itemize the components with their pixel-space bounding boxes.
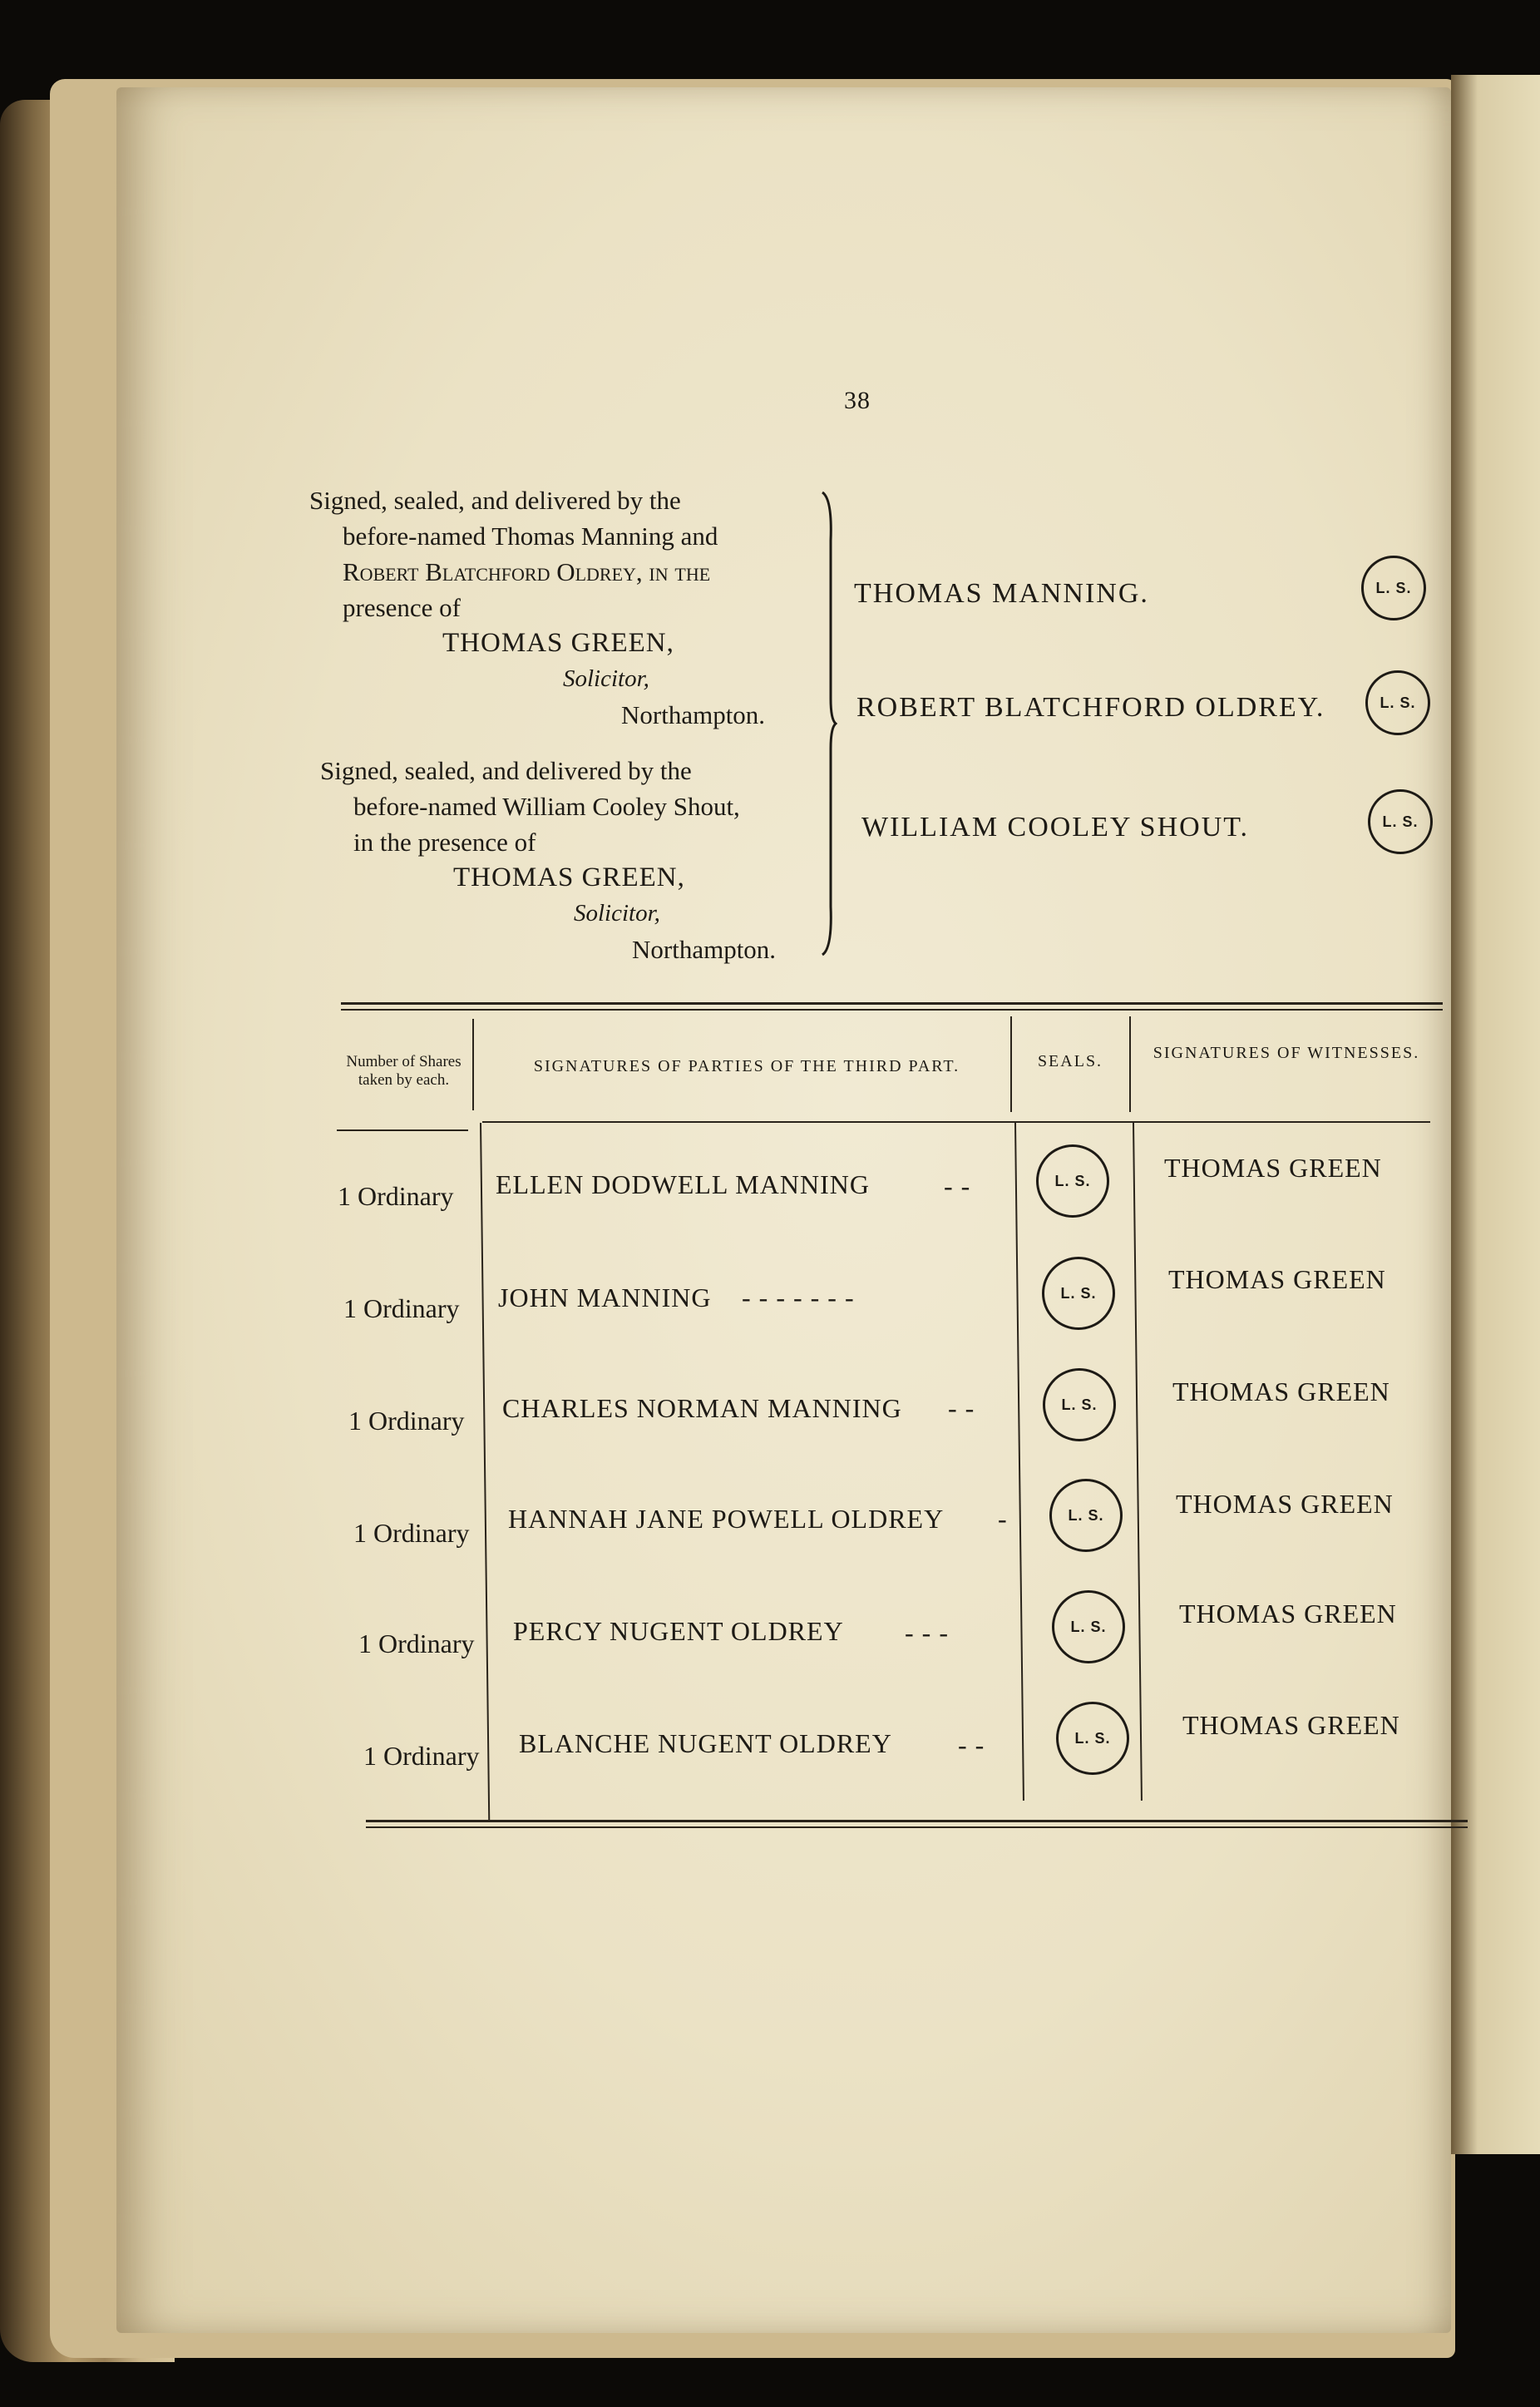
witness-cell: THOMAS GREEN bbox=[1176, 1489, 1394, 1519]
attestation-line: Robert Blatchford Oldrey, in the bbox=[343, 557, 711, 586]
leader-dashes: - - - bbox=[905, 1618, 949, 1648]
signature-cell: ELLEN DODWELL MANNING bbox=[496, 1169, 870, 1199]
leader-dashes: - bbox=[998, 1504, 1008, 1534]
seal: L. S. bbox=[1036, 1144, 1109, 1218]
witness-name: THOMAS GREEN, bbox=[453, 862, 685, 892]
table-bottom-rule bbox=[366, 1820, 1468, 1822]
header-seals: SEALS. bbox=[1037, 1052, 1103, 1070]
page-number: 38 bbox=[844, 387, 871, 414]
attestation-line: Signed, sealed, and delivered by the bbox=[309, 486, 681, 515]
seal: L. S. bbox=[1365, 670, 1430, 735]
party-signature: THOMAS MANNING. bbox=[854, 578, 1149, 609]
document-page bbox=[116, 87, 1451, 2333]
adjacent-page-edge bbox=[1451, 75, 1540, 2154]
attestation-line: Signed, sealed, and delivered by the bbox=[320, 756, 692, 785]
witness-role: Solicitor, bbox=[563, 665, 649, 692]
seal: L. S. bbox=[1368, 789, 1433, 854]
witness-cell: THOMAS GREEN bbox=[1179, 1599, 1397, 1629]
header-signatures: SIGNATURES OF PARTIES OF THE THIRD PART. bbox=[533, 1057, 960, 1075]
seal: L. S. bbox=[1049, 1479, 1123, 1552]
seal: L. S. bbox=[1043, 1368, 1116, 1441]
signature-cell: CHARLES NORMAN MANNING bbox=[502, 1393, 902, 1423]
table-top-rule bbox=[341, 1009, 1443, 1011]
leader-dashes: - - bbox=[948, 1393, 975, 1423]
signature-cell: PERCY NUGENT OLDREY bbox=[513, 1616, 844, 1646]
seal: L. S. bbox=[1052, 1590, 1125, 1663]
attestation-line: presence of bbox=[343, 593, 461, 622]
witness-place: Northampton. bbox=[621, 700, 766, 729]
attestation-clause-1 bbox=[309, 482, 765, 733]
header-shares: Number of Shares taken by each. bbox=[346, 1053, 462, 1089]
seal: L. S. bbox=[1056, 1702, 1129, 1775]
shares-cell: 1 Ordinary bbox=[348, 1406, 465, 1436]
witness-place: Northampton. bbox=[632, 935, 777, 964]
header-witnesses: SIGNATURES OF WITNESSES. bbox=[1153, 1044, 1420, 1062]
party-signature: WILLIAM COOLEY SHOUT. bbox=[861, 812, 1249, 843]
column-divider bbox=[1010, 1016, 1012, 1112]
column-divider bbox=[1129, 1016, 1131, 1112]
party-signature: ROBERT BLATCHFORD OLDREY. bbox=[856, 692, 1325, 723]
column-divider bbox=[472, 1019, 474, 1110]
signature-cell: JOHN MANNING bbox=[498, 1283, 712, 1312]
shares-cell: 1 Ordinary bbox=[338, 1181, 454, 1211]
witness-cell: THOMAS GREEN bbox=[1164, 1153, 1382, 1183]
attestation-line: before-named Thomas Manning and bbox=[343, 521, 718, 551]
shares-cell: 1 Ordinary bbox=[363, 1741, 480, 1771]
signature-cell: BLANCHE NUGENT OLDREY bbox=[519, 1728, 892, 1758]
table-bottom-rule bbox=[366, 1826, 1468, 1828]
shares-cell: 1 Ordinary bbox=[343, 1293, 460, 1323]
attestation-clause-2 bbox=[320, 753, 776, 967]
shares-cell: 1 Ordinary bbox=[353, 1518, 470, 1548]
seal: L. S. bbox=[1042, 1257, 1115, 1330]
witness-cell: THOMAS GREEN bbox=[1168, 1264, 1386, 1294]
seal: L. S. bbox=[1361, 556, 1426, 620]
witness-name: THOMAS GREEN, bbox=[442, 628, 674, 658]
shares-cell: 1 Ordinary bbox=[358, 1629, 475, 1658]
header-rule bbox=[337, 1129, 468, 1131]
attestation-line: before-named William Cooley Shout, bbox=[353, 792, 740, 821]
leader-dashes: - - - - - - - bbox=[742, 1283, 855, 1312]
witness-cell: THOMAS GREEN bbox=[1182, 1710, 1400, 1740]
leader-dashes: - - bbox=[944, 1171, 971, 1201]
brace bbox=[819, 491, 837, 956]
signature-cell: HANNAH JANE POWELL OLDREY bbox=[508, 1504, 945, 1534]
header-rule bbox=[482, 1121, 1430, 1123]
witness-role: Solicitor, bbox=[574, 900, 660, 927]
table-top-rule bbox=[341, 1002, 1443, 1005]
attestation-line: in the presence of bbox=[353, 828, 536, 857]
leader-dashes: - - bbox=[958, 1730, 985, 1760]
witness-cell: THOMAS GREEN bbox=[1172, 1376, 1390, 1406]
